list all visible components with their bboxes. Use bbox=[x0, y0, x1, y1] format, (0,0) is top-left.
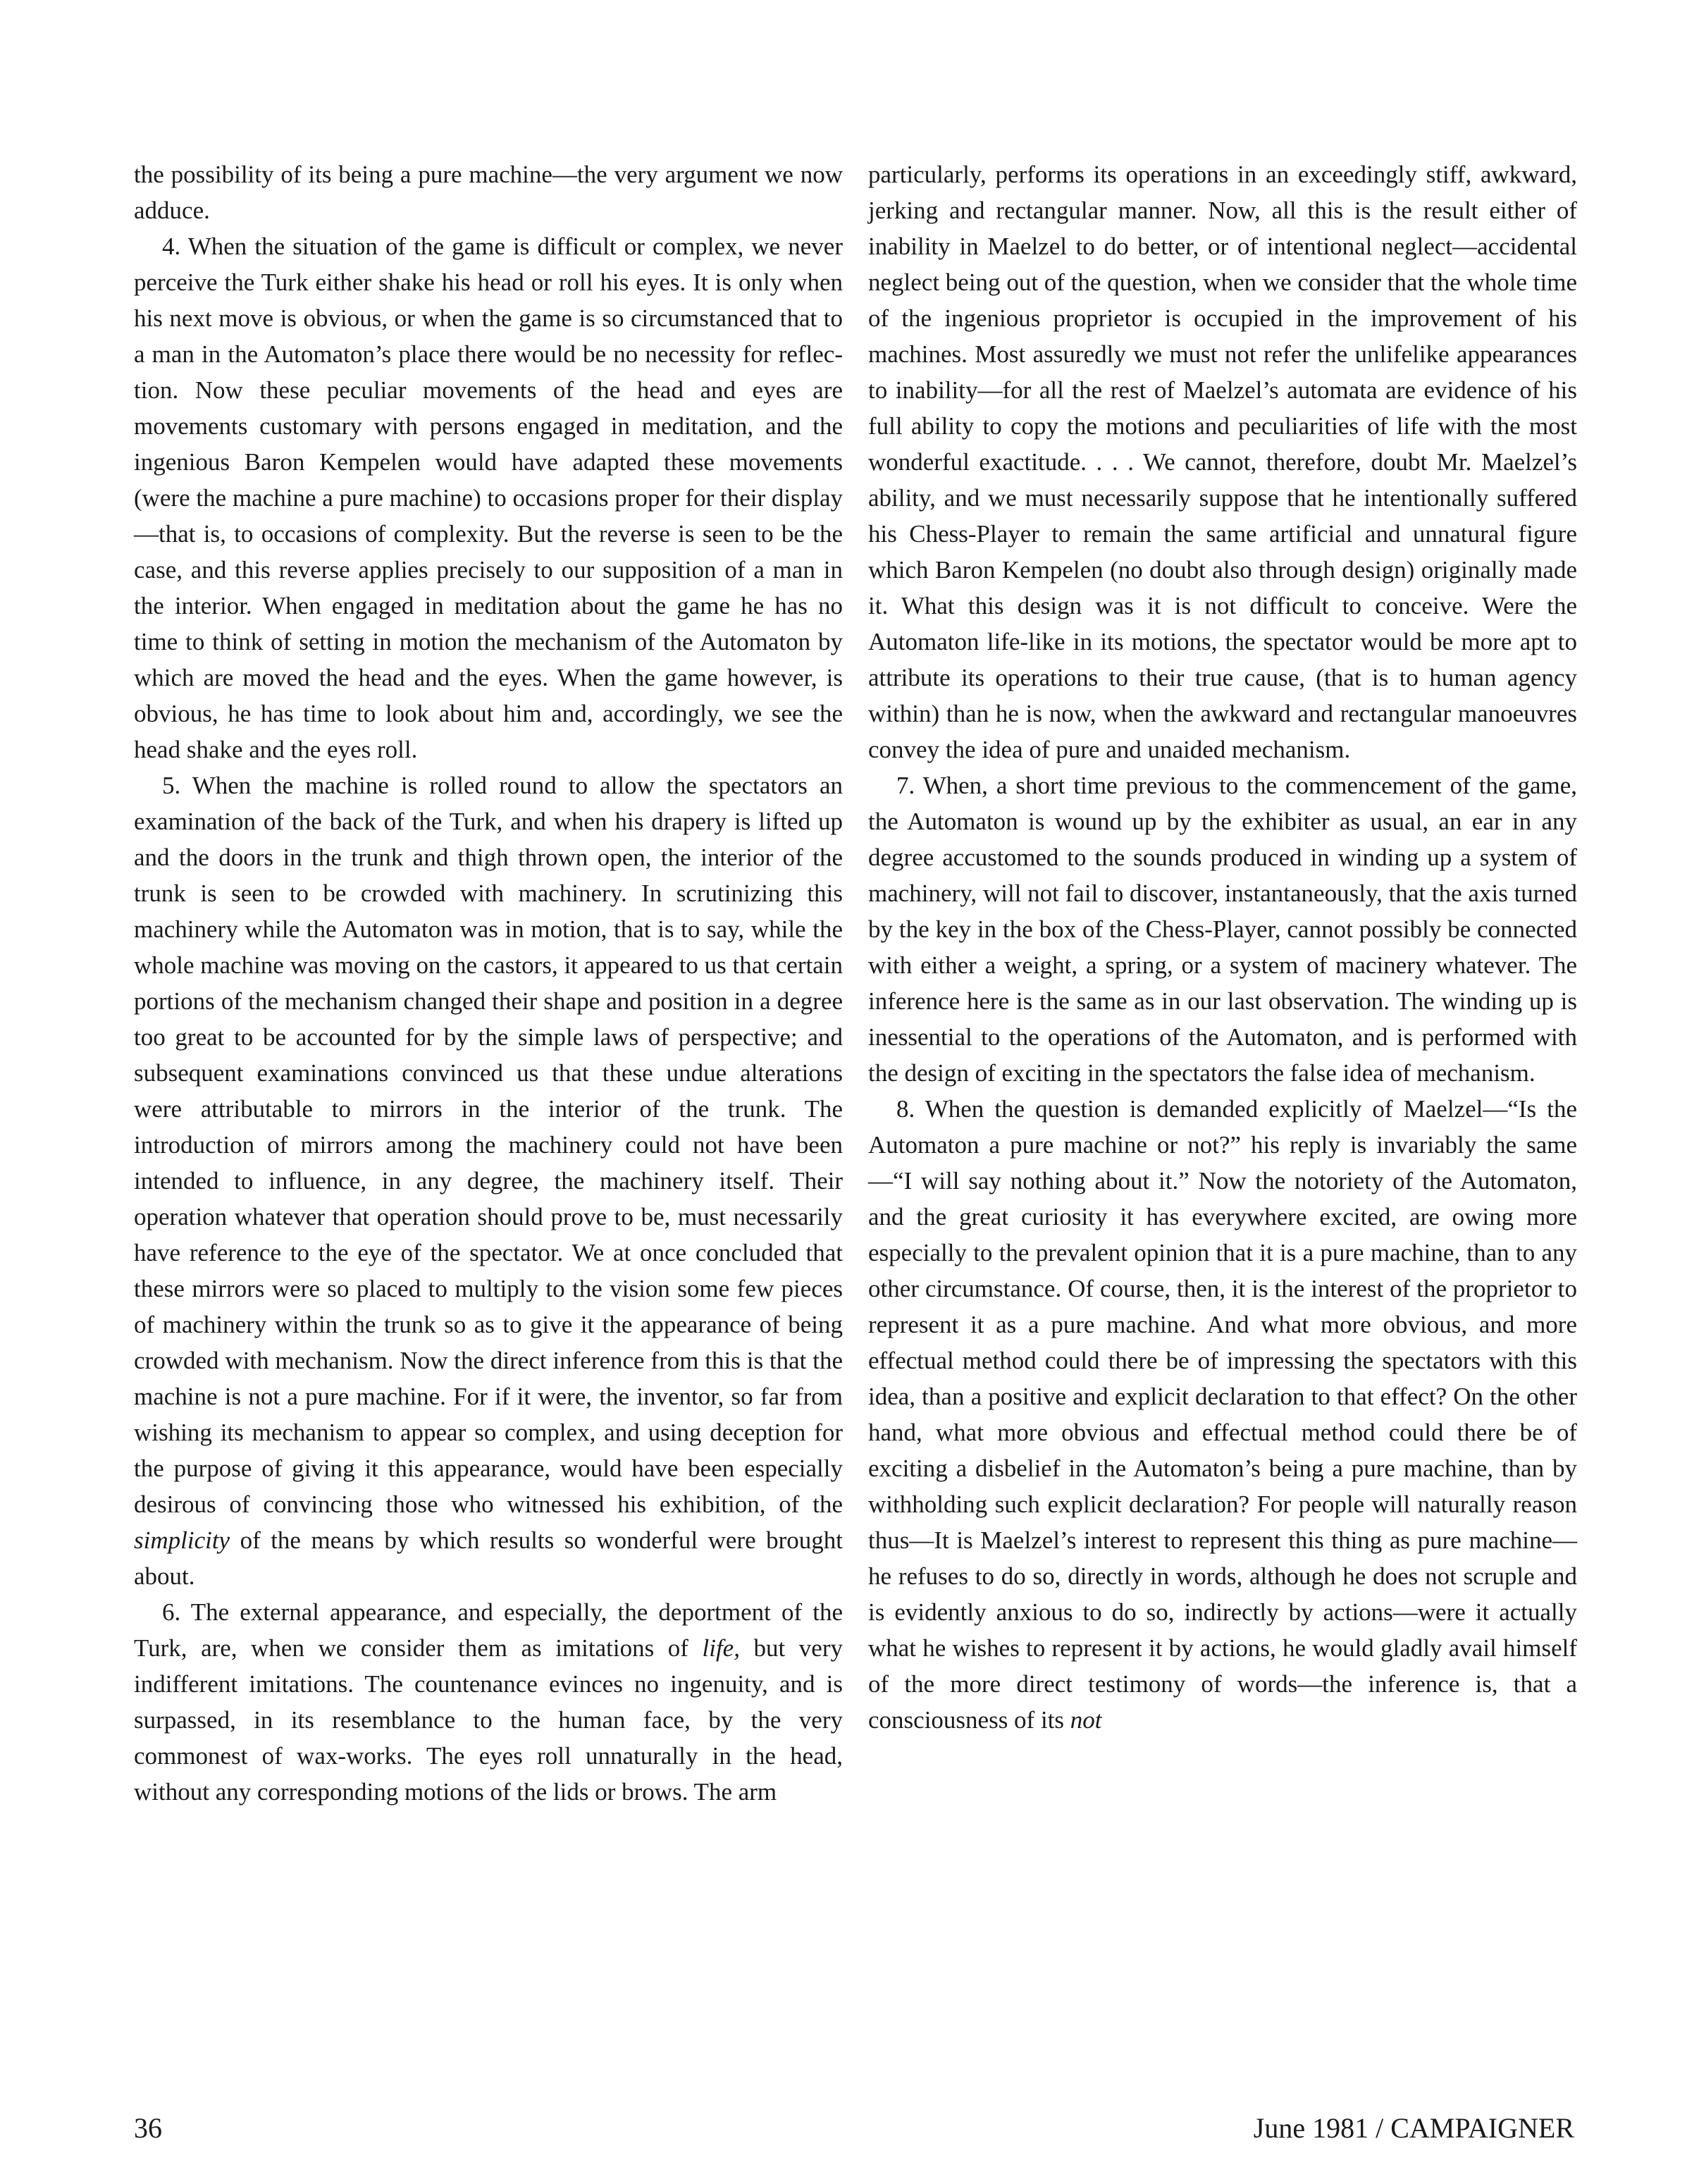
paragraph-point-6 bbox=[134, 1594, 843, 1810]
paragraph-text: of the means by which results so wonderful were brought about. bbox=[134, 1526, 843, 1590]
emphasis-text: not bbox=[1070, 1706, 1102, 1734]
paragraph-text: the possibility of its being a pure machine—the very argument we now adduce. bbox=[134, 161, 843, 224]
paragraph-text: 7. When, a short time previous to the commencement of the game, the Automaton is wound up by the exhibiter as usual, an ear in any degree accustomed to the sounds produced in winding up a system of machinery, will not fail to discover, instantaneously, that the axis turned by the key in the box of the Chess-Player, cannot possibly be connected with either a weight, a spring, or a system of macinery whatever. The inference here is the same as in our last observation. The winding up is inessential to the operations of the Automaton, and is performed with the design of exciting in the spectators the false idea of mechanism. bbox=[868, 772, 1577, 1087]
emphasis-text: life, bbox=[702, 1634, 740, 1662]
paragraph-point-7 bbox=[868, 767, 1577, 1091]
paragraph-text: 4. When the situation of the game is difficult or complex, we never perceive the Turk either shake his head or roll his eyes. It is only when his next move is obvious, or when the game is so circumstanced that to a man in the Automaton’s place there would be no necessity for reflection. Now these peculiar movements of the head and eyes are movements customary with persons engaged in meditation, and the ingenious Baron Kempelen would have adapted these movements (were the machine a pure machine) to occasions proper for their display—that is, to occasions of complexity. But the reverse is seen to be the case, and this reverse applies precisely to our supposition of a man in the interior. When engaged in meditation about the game he has no time to think of setting in motion the mechanism of the Automaton by which are moved the head and the eyes. When the game however, is obvious, he has time to look about him and, accordingly, we see the head shake and the eyes roll. bbox=[134, 233, 843, 763]
paragraph-text: 5. When the machine is rolled round to allow the spectators an examination of the back of the Turk, and when his drapery is lifted up and the doors in the trunk and thigh thrown open, the interior of the trunk is seen to be crowded with machinery. In scrutinizing this machinery while the Automaton was in motion, that is to say, while the whole machine was moving on the castors, it appeared to us that certain portions of the mechanism changed their shape and position in a degree too great to be accounted for by the simple laws of perspective; and subsequent examinations convinced us that these undue alterations were attributable to mirrors in the interior of the trunk. The introduction of mirrors among the machinery could not have been intended to influence, in any degree, the machinery itself. Their operation whatever that operation should prove to be, must necessarily have reference to the eye of the spectator. We at once concluded that these mirrors were so placed to multiply to the vision some few pieces of machinery within the trunk so as to give it the appearance of being crowded with mechanism. Now the direct inference from this is that the machine is not a pure machine. For if it were, the inventor, so far from wishing its mechanism to appear so complex, and using deception for the purpose of giving it this appearance, would have been especially desirous of convincing those who witnessed his exhibition, of the bbox=[134, 772, 843, 1518]
emphasis-text: simplicity bbox=[134, 1526, 230, 1554]
left-column bbox=[134, 156, 843, 1810]
paragraph-text: 6. The external appearance, and especially, the deportment of the Turk, are, when we consider them as imitations of bbox=[134, 1598, 843, 1662]
paragraph-point-4 bbox=[134, 228, 843, 767]
paragraph-continued bbox=[134, 156, 843, 228]
page-number: 36 bbox=[134, 2112, 162, 2144]
paragraph-point-8 bbox=[868, 1091, 1577, 1738]
paragraph-text: 8. When the question is demanded explicitly of Maelzel—“Is the Automaton a pure machine or not?” his reply is invariably the same—“I will say nothing about it.” Now the notoriety of the Automaton, and the great curiosity it has everywhere excited, are owing more especially to the prevalent opinion that it is a pure machine, than to any other circumstance. Of course, then, it is the interest of the proprietor to represent it as a pure machine. And what more obvious, and more effectual method could there be of impressing the spectators with this idea, than a positive and explicit declaration to that effect? On the other hand, what more obvious and effectual method could there be of exciting a disbelief in the Automaton’s being a pure machine, than by withholding such explicit declaration? For people will naturally reason thus—It is Maelzel’s interest to represent this thing as pure machine—he refuses to do so, directly in words, although he does not scruple and is evidently anxious to do so, indirectly by actions—were it actually what he wishes to represent it by actions, he would gladly avail himself of the more direct testimony of words—the inference is, that a consciousness of its bbox=[868, 1095, 1577, 1734]
running-footer: June 1981 / CAMPAIGNER bbox=[1253, 2112, 1574, 2144]
paragraph-point-5 bbox=[134, 767, 843, 1594]
paragraph-text: particularly, performs its operations in an exceedingly stiff, awkward, jerking and rectangular manner. Now, all this is the result either of inability in Maelzel to do better, or of intentional neglect—accidental neglect being out of the question, when we consider that the whole time of the ingenious proprietor is occupied in the improvement of his machines. Most assuredly we must not refer the unlifelike appearances to inability—for all the rest of Maelzel’s automata are evidence of his full ability to copy the motions and peculiarities of life with the most wonderful exactitude. . . . We cannot, therefore, doubt Mr. Maelzel’s ability, and we must necessarily suppose that he intentionally suffered his Chess-Player to remain the same artificial and unnatural figure which Baron Kempelen (no doubt also through design) originally made it. What this design was it is not difficult to conceive. Were the Automaton life-like in its motions, the spectator would be more apt to attribute its operations to their true cause, (that is to human agency within) than he is now, when the awkward and rectangular manoeuvres convey the idea of pure and unaided mechanism. bbox=[868, 161, 1577, 763]
paragraph-continued bbox=[868, 156, 1577, 767]
paragraph-text: but very indifferent imitations. The countenance evinces no ingenuity, and is surpassed, in its resemblance to the human face, by the very commonest of wax-works. The eyes roll unnaturally in the head, without any corresponding motions of the lids or brows. The arm bbox=[134, 1634, 843, 1806]
right-column bbox=[868, 156, 1577, 1738]
